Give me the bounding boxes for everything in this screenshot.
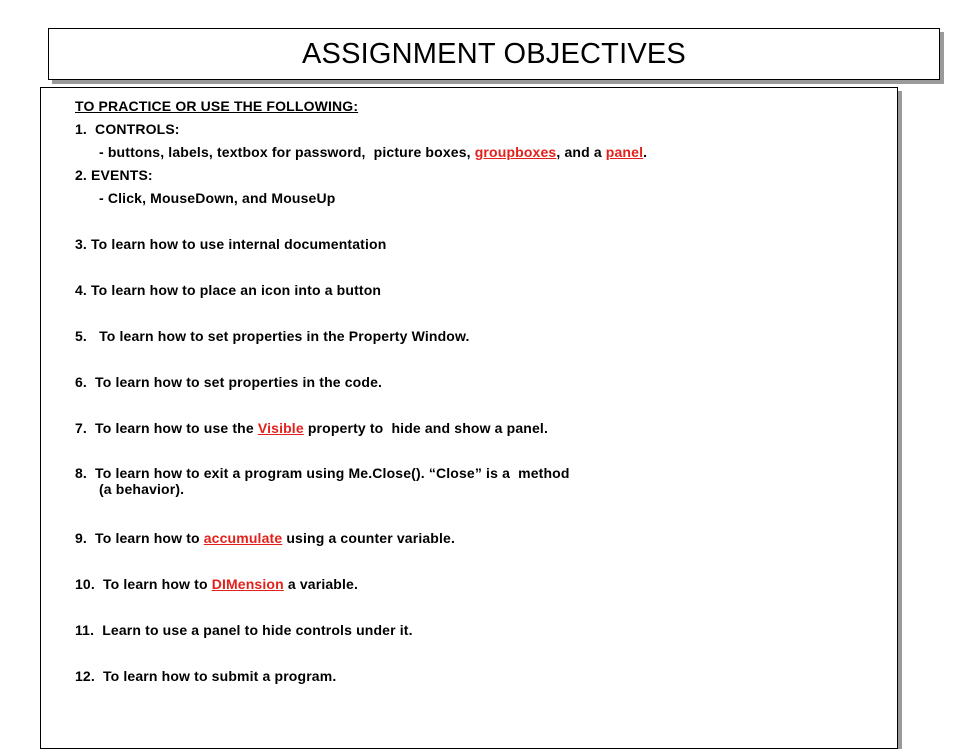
objective-1-text-a: - buttons, labels, textbox for password, picture boxes, <box>99 144 475 160</box>
objective-5: 5. To learn how to set properties in the Property Window. <box>75 328 470 344</box>
objective-7 <box>75 420 548 436</box>
page-title: ASSIGNMENT OBJECTIVES <box>302 37 686 70</box>
objectives-box <box>40 87 898 749</box>
panel-link[interactable]: panel <box>605 144 644 160</box>
visible-link[interactable]: Visible <box>257 420 304 436</box>
objective-2-events: 2. EVENTS: <box>75 167 153 183</box>
objective-1-text-c: . <box>643 144 648 160</box>
objective-1-detail <box>99 144 647 160</box>
objectives-heading: TO PRACTICE OR USE THE FOLLOWING: <box>75 98 359 114</box>
objective-12: 12. To learn how to submit a program. <box>75 668 337 684</box>
objective-8-text-b: (a behavior). <box>99 481 185 497</box>
objective-6: 6. To learn how to set properties in the code. <box>75 374 383 390</box>
objective-10-text-b: a variable. <box>283 576 359 592</box>
objective-10-text-a: 10. To learn how to <box>75 576 212 592</box>
objective-1-controls: 1. CONTROLS: <box>75 121 180 137</box>
objective-7-text-b: property to hide and show a panel. <box>303 420 549 436</box>
objective-4: 4. To learn how to place an icon into a button <box>75 282 382 298</box>
objective-9 <box>75 530 455 546</box>
objective-10 <box>75 576 358 592</box>
objective-3: 3. To learn how to use internal documentation <box>75 236 387 252</box>
objective-11: 11. Learn to use a panel to hide controls under it. <box>75 622 413 638</box>
title-box <box>48 28 940 80</box>
objective-2-detail: - Click, MouseDown, and MouseUp <box>99 190 336 206</box>
objective-7-text-a: 7. To learn how to use the <box>75 420 258 436</box>
objective-8-text-a: 8. To learn how to exit a program using Me.Close(). “Close” is a method <box>75 465 570 481</box>
objective-1-text-b: , and a <box>556 144 606 160</box>
accumulate-link[interactable]: accumulate <box>203 530 283 546</box>
groupboxes-link[interactable]: groupboxes <box>474 144 557 160</box>
objective-9-text-a: 9. To learn how to <box>75 530 204 546</box>
objective-9-text-b: using a counter variable. <box>282 530 456 546</box>
objective-8 <box>75 465 570 497</box>
dimension-link[interactable]: DIMension <box>211 576 284 592</box>
